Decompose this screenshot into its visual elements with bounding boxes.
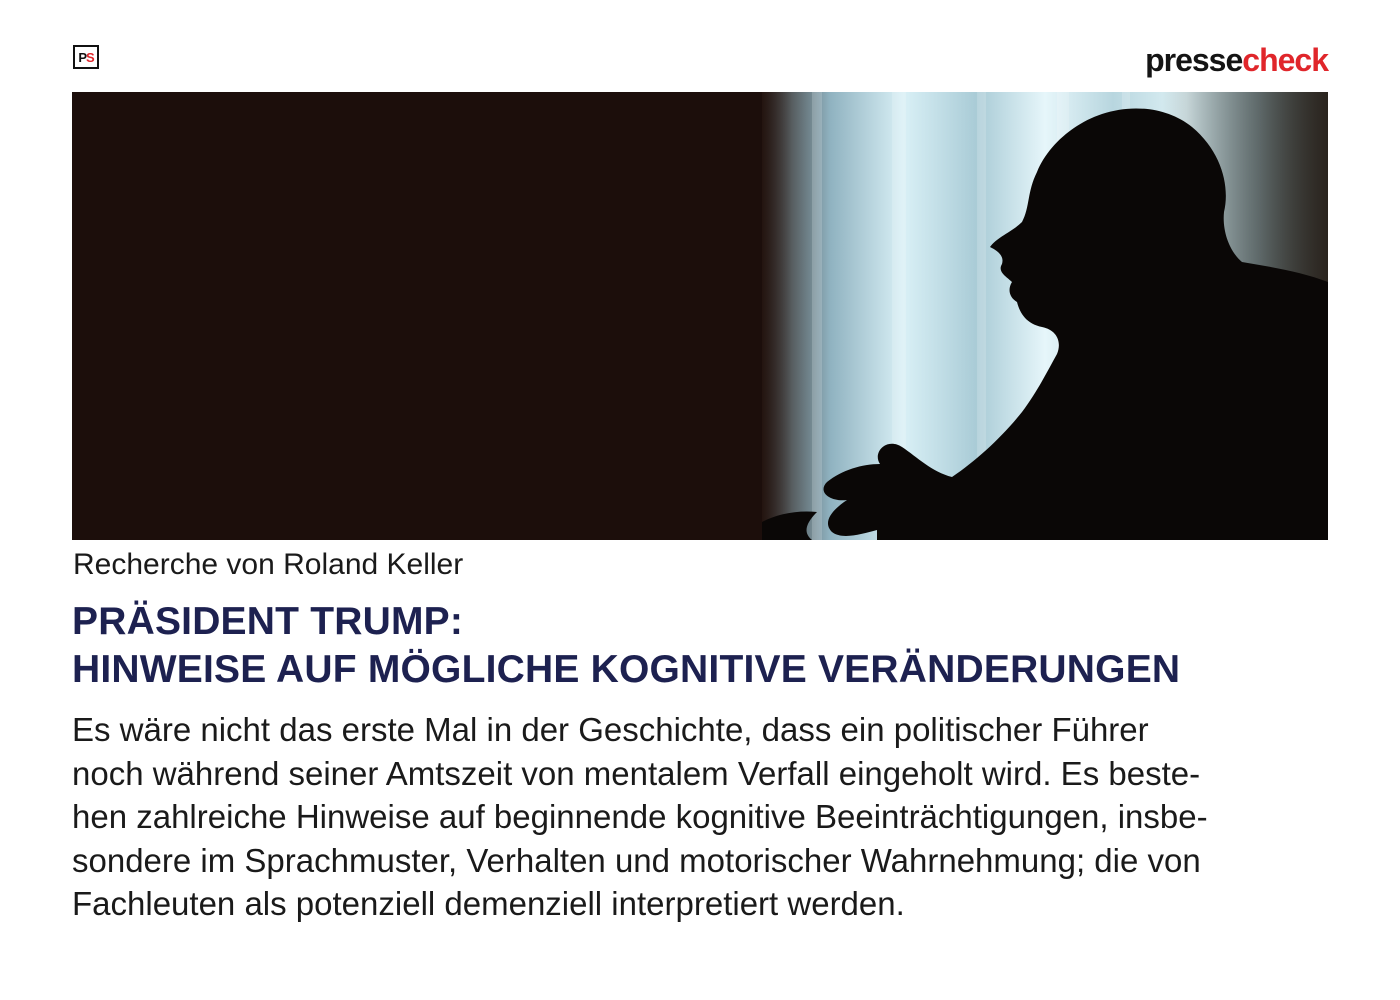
headline-line-2: HINWEISE AUF MÖGLICHE KOGNITIVE VERÄNDERUNGEN — [72, 648, 1181, 691]
headline — [72, 598, 1180, 694]
article-lead-line: sondere im Sprachmuster, Verhalten und motorischer Wahrnehmung; die von — [72, 841, 1201, 879]
article-lead-line: Es wäre nicht das erste Mal in der Geschichte, dass ein politischer Führer — [72, 711, 1149, 748]
article-lead — [72, 708, 1332, 926]
ps-logo-s: S — [86, 49, 94, 65]
brand-logo — [1145, 44, 1328, 76]
ps-logo — [73, 45, 99, 69]
byline: Recherche von Roland Keller — [73, 548, 464, 581]
ps-logo-p: P — [78, 49, 86, 65]
article-lead-line: hen zahlreiche Hinweise auf beginnende kognitive Beeinträchtigungen, insbe- — [72, 798, 1208, 835]
article-lead-line: noch während seiner Amtszeit von mentalem Verfall eingeholt wird. Es beste- — [72, 754, 1201, 792]
hero-photo-silhouette — [72, 92, 1328, 540]
brand-logo-accent: check — [1242, 42, 1328, 78]
hero-image — [72, 92, 1328, 540]
brand-logo-dark: presse — [1145, 42, 1243, 78]
headline-line-1: PRÄSIDENT TRUMP: — [72, 600, 464, 643]
article-lead-line: Fachleuten als potenziell demenziell interpretiert werden. — [72, 885, 905, 922]
